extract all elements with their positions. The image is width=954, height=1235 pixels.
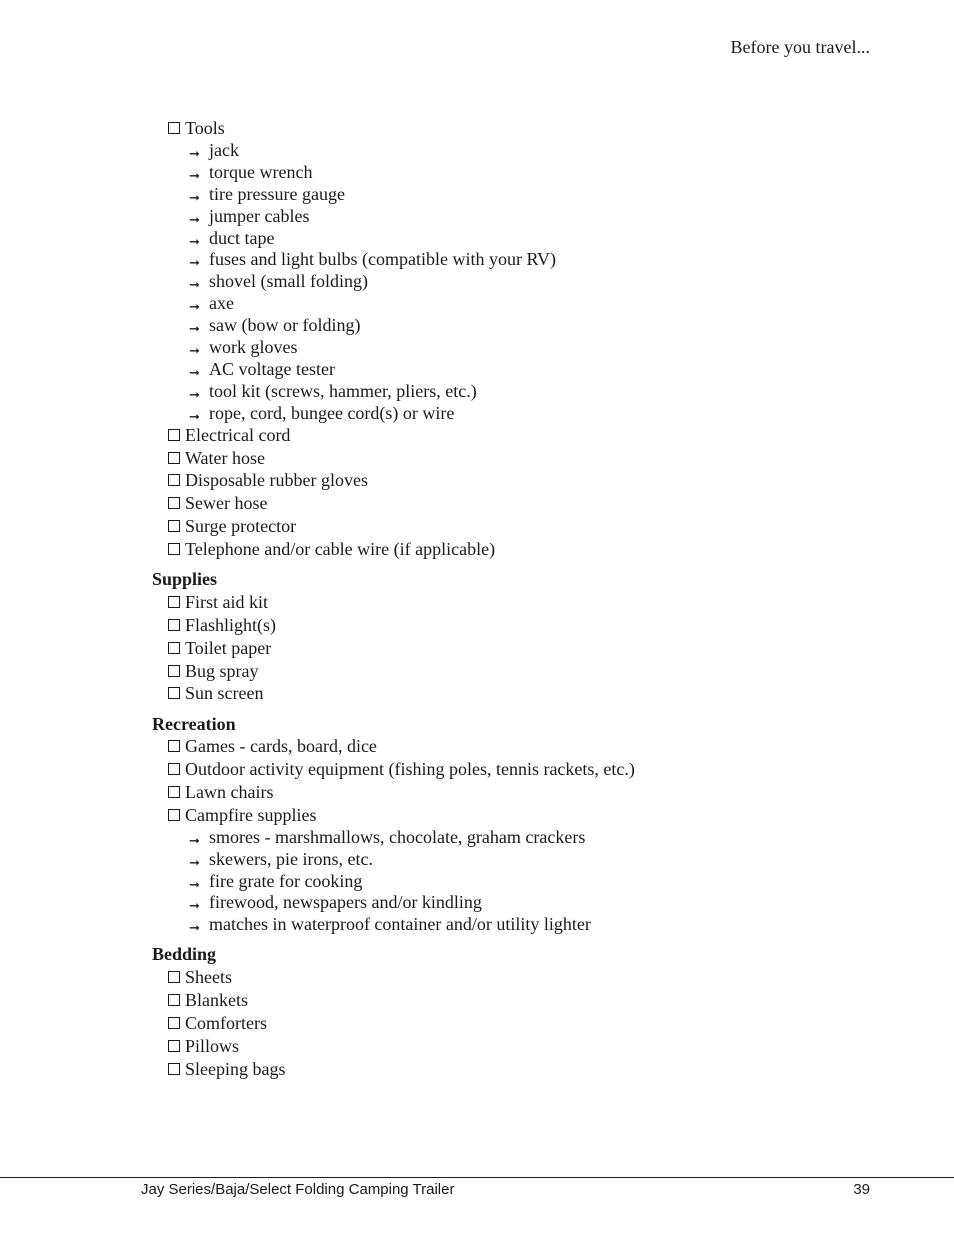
checklist-item <box>168 1035 239 1057</box>
checkbox-icon <box>168 740 180 752</box>
checkbox-icon <box>168 665 180 677</box>
arrow-bullet-icon: ➞ <box>189 387 200 403</box>
arrow-bullet-icon: ➞ <box>189 278 200 294</box>
item-text: Water hose <box>185 447 266 468</box>
checkbox-icon <box>168 763 180 775</box>
checklist-item <box>168 682 263 704</box>
item-text: Tools <box>185 118 225 138</box>
section-heading <box>152 568 217 590</box>
checkbox-icon <box>168 520 180 532</box>
item-text: Comforters <box>185 1012 267 1033</box>
checklist-item <box>168 492 267 514</box>
item-text: matches in waterproof container and/or utility lighter <box>209 914 591 935</box>
checkbox-icon <box>168 122 180 134</box>
checklist-item <box>168 989 248 1011</box>
arrow-bullet-icon: ➞ <box>189 409 200 425</box>
checkbox-icon <box>168 429 180 441</box>
arrow-bullet-icon: ➞ <box>189 833 200 849</box>
arrow-bullet-icon: ➞ <box>189 365 200 381</box>
item-text: jack <box>209 139 239 160</box>
checklist-item <box>168 515 296 537</box>
item-text: jumper cables <box>209 205 310 226</box>
checkbox-icon <box>168 452 180 464</box>
checklist-item <box>168 117 225 139</box>
checkbox-icon <box>168 596 180 608</box>
section-heading <box>152 943 216 965</box>
item-text: work gloves <box>209 337 298 357</box>
checklist-item <box>168 637 271 659</box>
item-text: smores - marshmallows, chocolate, graham crackers <box>209 826 586 847</box>
item-text: torque wrench <box>209 161 313 182</box>
arrow-bullet-icon: ➞ <box>189 146 200 162</box>
arrow-bullet-icon: ➞ <box>189 190 200 206</box>
item-text: fire grate for cooking <box>209 870 363 891</box>
checklist-subitem <box>189 913 591 940</box>
checklist-item <box>168 447 265 469</box>
checkbox-icon <box>168 786 180 798</box>
checklist-item <box>168 424 290 446</box>
arrow-bullet-icon: ➞ <box>189 877 200 893</box>
item-text: Sewer hose <box>185 493 268 514</box>
item-text: shovel (small folding) <box>209 271 368 292</box>
item-text: Disposable rubber gloves <box>185 470 368 491</box>
item-text: Bedding <box>152 944 217 965</box>
checklist-item <box>168 1058 286 1080</box>
item-text: rope, cord, bungee cord(s) or wire <box>209 402 455 423</box>
item-text: firewood, newspapers and/or kindling <box>209 892 482 913</box>
page-number: 39 <box>853 1181 870 1198</box>
item-text: Outdoor activity equipment (fishing poles, tennis rackets, etc.) <box>185 759 635 779</box>
checklist-item <box>168 735 377 757</box>
checklist-item <box>168 469 368 491</box>
item-text: saw (bow or folding) <box>209 315 361 336</box>
checkbox-icon <box>168 497 180 509</box>
item-text: Recreation <box>152 713 236 734</box>
checkbox-icon <box>168 543 180 555</box>
arrow-bullet-icon: ➞ <box>189 168 200 184</box>
checklist-item <box>168 758 635 780</box>
checkbox-icon <box>168 1063 180 1075</box>
item-text: Games - cards, board, dice <box>185 736 377 757</box>
checkbox-icon <box>168 1040 180 1052</box>
arrow-bullet-icon: ➞ <box>189 234 200 250</box>
checklist-item <box>168 591 268 613</box>
arrow-bullet-icon: ➞ <box>189 322 200 338</box>
checkbox-icon <box>168 474 180 486</box>
item-text: Flashlight(s) <box>185 614 277 635</box>
item-text: fuses and light bulbs (compatible with your RV) <box>209 249 557 270</box>
item-text: axe <box>209 293 234 314</box>
checkbox-icon <box>168 619 180 631</box>
item-text: Supplies <box>152 569 218 590</box>
checkbox-icon <box>168 994 180 1006</box>
checklist-item <box>168 660 259 682</box>
checklist-item <box>168 966 232 988</box>
arrow-bullet-icon: ➞ <box>189 300 200 316</box>
arrow-bullet-icon: ➞ <box>189 212 200 228</box>
item-text: First aid kit <box>185 591 269 612</box>
item-text: Lawn chairs <box>185 781 274 802</box>
item-text: Sun screen <box>185 683 264 704</box>
item-text: tool kit (screws, hammer, pliers, etc.) <box>209 380 477 401</box>
item-text: Toilet paper <box>185 637 272 658</box>
section-heading <box>152 713 236 735</box>
item-text: duct tape <box>209 227 275 248</box>
checkbox-icon <box>168 642 180 654</box>
item-text: tire pressure gauge <box>209 183 345 204</box>
arrow-bullet-icon: ➞ <box>189 256 200 272</box>
item-text: AC voltage tester <box>209 358 335 379</box>
item-text: Bug spray <box>185 660 259 681</box>
arrow-bullet-icon: ➞ <box>189 921 200 937</box>
checkbox-icon <box>168 1017 180 1029</box>
footer-divider <box>0 1177 954 1178</box>
item-text: Telephone and/or cable wire (if applicable) <box>185 539 496 560</box>
arrow-bullet-icon: ➞ <box>189 855 200 871</box>
item-text: Sheets <box>185 967 232 987</box>
checkbox-icon <box>168 809 180 821</box>
item-text: skewers, pie irons, etc. <box>209 848 373 869</box>
item-text: Campfire supplies <box>185 804 317 825</box>
arrow-bullet-icon: ➞ <box>189 344 200 359</box>
arrow-bullet-icon: ➞ <box>189 899 200 915</box>
checklist-item <box>168 538 495 560</box>
item-text: Sleeping bags <box>185 1058 286 1079</box>
footer-manual-title: Jay Series/Baja/Select Folding Camping Trailer <box>141 1181 455 1198</box>
item-text: Pillows <box>185 1035 240 1056</box>
checkbox-icon <box>168 687 180 699</box>
checkbox-icon <box>168 971 180 983</box>
checklist-item <box>168 781 273 803</box>
item-text: Surge protector <box>185 516 297 537</box>
checklist-item <box>168 614 276 636</box>
item-text: Electrical cord <box>185 424 291 445</box>
checklist-item <box>168 1012 267 1034</box>
running-header: Before you travel... <box>730 37 870 57</box>
checklist-item <box>168 804 316 826</box>
item-text: Blankets <box>185 989 248 1010</box>
